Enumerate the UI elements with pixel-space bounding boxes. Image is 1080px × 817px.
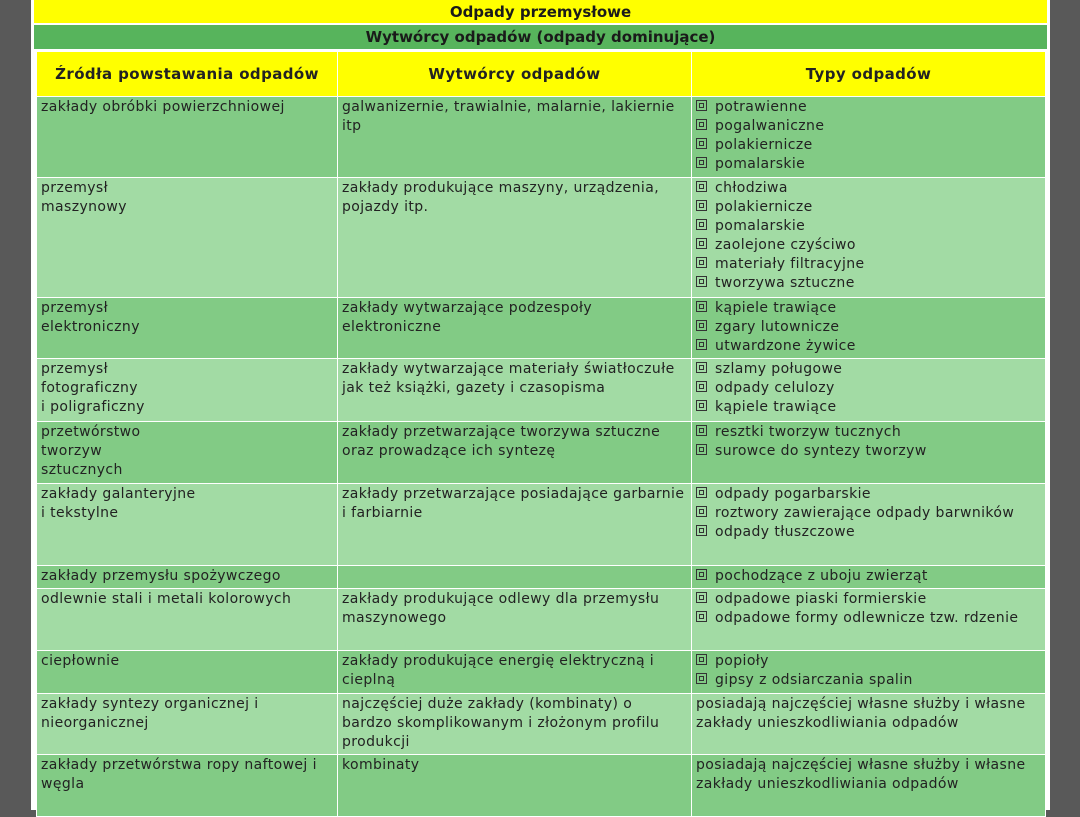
waste-type-label: kąpiele trawiące <box>715 399 837 415</box>
waste-type-item <box>696 217 1041 236</box>
checkbox-bullet-icon <box>696 200 707 211</box>
cell-producers <box>338 566 692 589</box>
waste-type-label: pogalwaniczne <box>715 118 825 134</box>
waste-type-label: polakiernicze <box>715 137 813 153</box>
waste-type-item <box>696 504 1041 523</box>
header-types: Typy odpadów <box>692 52 1046 97</box>
waste-type-label: chłodziwa <box>715 180 788 196</box>
cell-types <box>692 178 1046 298</box>
cell-types <box>692 97 1046 178</box>
waste-type-label: odpady pogarbarskie <box>715 486 871 502</box>
document-page <box>31 0 1050 810</box>
waste-type-item <box>696 198 1041 217</box>
waste-type-item <box>696 652 1041 671</box>
cell-types <box>692 589 1046 651</box>
table-header-row <box>37 52 1046 97</box>
checkbox-bullet-icon <box>696 569 707 580</box>
waste-type-label: odpadowe formy odlewnicze tzw. rdzenie <box>715 610 1019 626</box>
waste-type-label: pomalarskie <box>715 156 806 172</box>
cell-producers: najczęściej duże zakłady (kombinaty) o bardzo skomplikowanym i złożonym profilu produkcji <box>338 694 692 755</box>
waste-type-item <box>696 155 1041 174</box>
checkbox-bullet-icon <box>696 506 707 517</box>
waste-table <box>36 51 1046 817</box>
table-row <box>37 651 1046 694</box>
cell-types <box>692 484 1046 566</box>
waste-type-label: tworzywa sztuczne <box>715 275 855 291</box>
waste-type-item <box>696 379 1041 398</box>
table-row <box>37 484 1046 566</box>
page-subtitle: Wytwórcy odpadów (odpady dominujące) <box>34 25 1047 49</box>
cell-source: zakłady przemysłu spożywczego <box>37 566 338 589</box>
waste-type-item <box>696 485 1041 504</box>
waste-type-item <box>696 117 1041 136</box>
checkbox-bullet-icon <box>696 119 707 130</box>
cell-producers: galwanizernie, trawialnie, malarnie, lakiernie itp <box>338 97 692 178</box>
checkbox-bullet-icon <box>696 257 707 268</box>
checkbox-bullet-icon <box>696 381 707 392</box>
cell-source: odlewnie stali i metali kolorowych <box>37 589 338 651</box>
checkbox-bullet-icon <box>696 157 707 168</box>
waste-type-item <box>696 98 1041 117</box>
checkbox-bullet-icon <box>696 100 707 111</box>
cell-source: przemysł elektroniczny <box>37 298 338 359</box>
checkbox-bullet-icon <box>696 320 707 331</box>
cell-producers: kombinaty <box>338 755 692 817</box>
waste-type-item <box>696 567 1041 586</box>
header-sources: Źródła powstawania odpadów <box>37 52 338 97</box>
cell-types <box>692 359 1046 422</box>
waste-type-item <box>696 236 1041 255</box>
cell-producers: zakłady przetwarzające tworzywa sztuczne oraz prowadzące ich syntezę <box>338 422 692 484</box>
waste-type-label: szlamy poługowe <box>715 361 843 377</box>
checkbox-bullet-icon <box>696 654 707 665</box>
table-row <box>37 566 1046 589</box>
checkbox-bullet-icon <box>696 525 707 536</box>
waste-type-item <box>696 671 1041 690</box>
waste-type-label: odpady celulozy <box>715 380 835 396</box>
cell-producers: zakłady wytwarzające materiały światłoczułe jak też książki, gazety i czasopisma <box>338 359 692 422</box>
waste-type-label: polakiernicze <box>715 199 813 215</box>
checkbox-bullet-icon <box>696 362 707 373</box>
cell-types <box>692 651 1046 694</box>
waste-type-item <box>696 590 1041 609</box>
waste-type-label: roztwory zawierające odpady barwników <box>715 505 1015 521</box>
waste-type-label: gipsy z odsiarczania spalin <box>715 672 913 688</box>
cell-types <box>692 422 1046 484</box>
waste-type-item <box>696 255 1041 274</box>
checkbox-bullet-icon <box>696 276 707 287</box>
waste-type-item <box>696 337 1041 356</box>
cell-producers: zakłady produkujące odlewy dla przemysłu maszynowego <box>338 589 692 651</box>
checkbox-bullet-icon <box>696 592 707 603</box>
table-row <box>37 97 1046 178</box>
table-row <box>37 298 1046 359</box>
checkbox-bullet-icon <box>696 181 707 192</box>
page-title: Odpady przemysłowe <box>34 0 1047 23</box>
checkbox-bullet-icon <box>696 425 707 436</box>
waste-type-label: surowce do syntezy tworzyw <box>715 443 927 459</box>
cell-source: ciepłownie <box>37 651 338 694</box>
checkbox-bullet-icon <box>696 339 707 350</box>
checkbox-bullet-icon <box>696 301 707 312</box>
waste-type-item <box>696 398 1041 417</box>
waste-type-label: odpady tłuszczowe <box>715 524 855 540</box>
checkbox-bullet-icon <box>696 611 707 622</box>
waste-type-label: materiały filtracyjne <box>715 256 865 272</box>
cell-producers: zakłady produkujące maszyny, urządzenia, pojazdy itp. <box>338 178 692 298</box>
cell-types <box>692 298 1046 359</box>
table-row <box>37 694 1046 755</box>
waste-type-item <box>696 179 1041 198</box>
cell-types <box>692 566 1046 589</box>
table-row <box>37 755 1046 817</box>
cell-source: zakłady obróbki powierzchniowej <box>37 97 338 178</box>
cell-source: przetwórstwo tworzyw sztucznych <box>37 422 338 484</box>
waste-type-label: pochodzące z uboju zwierząt <box>715 568 928 584</box>
waste-type-label: utwardzone żywice <box>715 338 856 354</box>
table-row <box>37 589 1046 651</box>
waste-type-label: zgary lutownicze <box>715 319 840 335</box>
checkbox-bullet-icon <box>696 400 707 411</box>
table-row <box>37 422 1046 484</box>
table-row <box>37 178 1046 298</box>
checkbox-bullet-icon <box>696 444 707 455</box>
waste-type-item <box>696 360 1041 379</box>
cell-producers: zakłady produkujące energię elektryczną i cieplną <box>338 651 692 694</box>
checkbox-bullet-icon <box>696 487 707 498</box>
waste-type-label: potrawienne <box>715 99 807 115</box>
cell-producers: zakłady przetwarzające posiadające garbarnie i farbiarnie <box>338 484 692 566</box>
waste-type-label: pomalarskie <box>715 218 806 234</box>
waste-type-item <box>696 609 1041 628</box>
waste-type-item <box>696 442 1041 461</box>
waste-type-label: resztki tworzyw tucznych <box>715 424 902 440</box>
cell-source: zakłady syntezy organicznej i nieorganicznej <box>37 694 338 755</box>
header-producers: Wytwórcy odpadów <box>338 52 692 97</box>
checkbox-bullet-icon <box>696 138 707 149</box>
waste-type-item <box>696 523 1041 542</box>
table-body <box>37 97 1046 817</box>
waste-type-item <box>696 274 1041 293</box>
cell-source: przemysł fotograficzny i poligraficzny <box>37 359 338 422</box>
cell-types <box>692 694 1046 755</box>
waste-type-label: popioły <box>715 653 769 669</box>
waste-type-label: zaolejone czyściwo <box>715 237 856 253</box>
cell-source: zakłady przetwórstwa ropy naftowej i węgla <box>37 755 338 817</box>
waste-type-note: posiadają najczęściej własne służby i własne zakłady unieszkodliwiania odpadów <box>696 696 1026 731</box>
waste-type-item <box>696 318 1041 337</box>
table-row <box>37 359 1046 422</box>
cell-source: zakłady galanteryjne i tekstylne <box>37 484 338 566</box>
checkbox-bullet-icon <box>696 238 707 249</box>
waste-type-note: posiadają najczęściej własne służby i własne zakłady unieszkodliwiania odpadów <box>696 757 1026 792</box>
cell-producers: zakłady wytwarzające podzespoły elektroniczne <box>338 298 692 359</box>
waste-type-item <box>696 299 1041 318</box>
cell-types <box>692 755 1046 817</box>
waste-type-item <box>696 423 1041 442</box>
waste-type-label: kąpiele trawiące <box>715 300 837 316</box>
checkbox-bullet-icon <box>696 219 707 230</box>
waste-type-item <box>696 136 1041 155</box>
checkbox-bullet-icon <box>696 673 707 684</box>
cell-source: przemysł maszynowy <box>37 178 338 298</box>
waste-type-label: odpadowe piaski formierskie <box>715 591 927 607</box>
